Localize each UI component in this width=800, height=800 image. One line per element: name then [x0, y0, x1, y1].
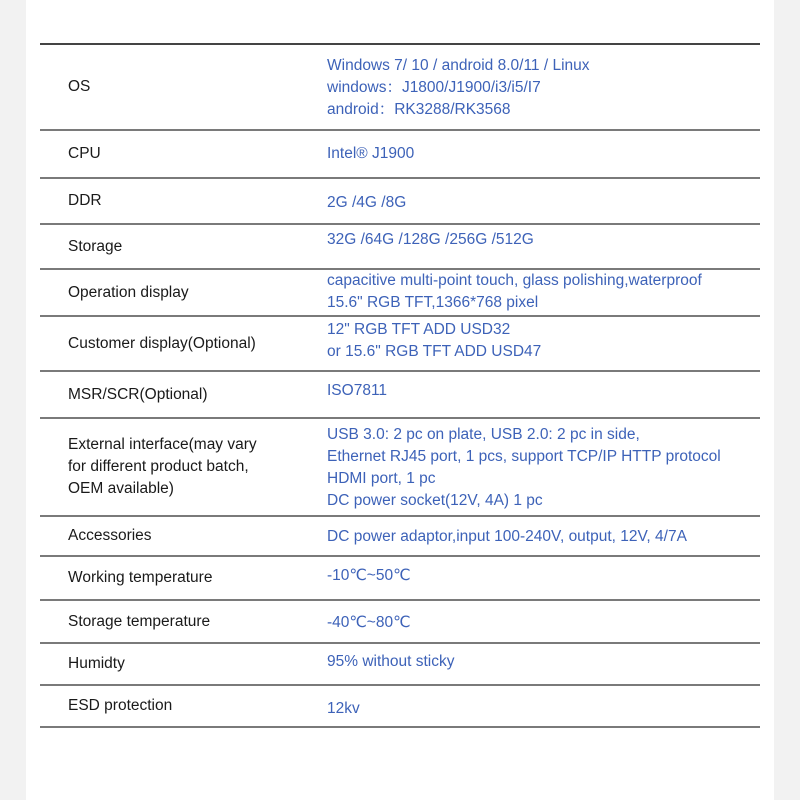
spec-label	[40, 317, 327, 370]
spec-value	[327, 419, 760, 515]
spec-label	[40, 372, 327, 417]
spec-value-line: USB 3.0: 2 pc on plate, USB 2.0: 2 pc in side,	[327, 426, 640, 443]
spec-value-line: HDMI port, 1 pc	[327, 470, 436, 487]
spec-value-line: 32G /64G /128G /256G /512G	[327, 231, 534, 248]
spec-row-ddr	[40, 179, 760, 225]
spec-row-storage-temperature	[40, 601, 760, 644]
spec-label-line: for different product batch,	[68, 458, 249, 475]
spec-label-line: DDR	[68, 192, 102, 209]
spec-value	[327, 601, 760, 642]
spec-label-line: OS	[68, 78, 91, 95]
spec-value-line: or 15.6" RGB TFT ADD USD47	[327, 343, 542, 360]
spec-value-line: Ethernet RJ45 port, 1 pcs, support TCP/IP HTTP protocol	[327, 448, 721, 465]
spec-value	[327, 270, 760, 315]
spec-value-line: 12" RGB TFT ADD USD32	[327, 321, 511, 338]
spec-row-cpu	[40, 131, 760, 179]
spec-label	[40, 45, 327, 129]
spec-value	[327, 131, 760, 177]
spec-label	[40, 557, 327, 599]
spec-value	[327, 686, 760, 726]
spec-value-line: Intel® J1900	[327, 145, 415, 162]
spec-value	[327, 644, 760, 684]
spec-label	[40, 131, 327, 177]
spec-label-line: MSR/SCR(Optional)	[68, 385, 208, 403]
spec-label-line: Operation display	[68, 283, 189, 301]
spec-value	[327, 225, 760, 268]
spec-value-line: -40℃~80℃	[327, 614, 411, 631]
spec-label	[40, 225, 327, 268]
spec-value-line: 95% without sticky	[327, 653, 455, 670]
spec-value-line: DC power adaptor,input 100-240V, output, 12V, 4/7A	[327, 528, 687, 545]
spec-label	[40, 179, 327, 223]
spec-row-os	[40, 45, 760, 131]
spec-value	[327, 517, 760, 555]
spec-value-line: -10℃~50℃	[327, 567, 411, 584]
spec-label	[40, 601, 327, 642]
spec-value-line: capacitive multi-point touch, glass polishing,waterproof	[327, 272, 702, 289]
spec-label-line: Accessories	[68, 527, 152, 544]
spec-value-line: ISO7811	[327, 382, 388, 399]
spec-row-customer-display	[40, 317, 760, 372]
spec-label	[40, 644, 327, 684]
spec-row-humidity	[40, 644, 760, 686]
spec-row-msr-scr	[40, 372, 760, 419]
spec-label-line: Customer display(Optional)	[68, 334, 256, 352]
spec-value-line: Windows 7/ 10 / android 8.0/11 / Linux	[327, 57, 590, 74]
spec-value-line: 12kv	[327, 700, 360, 717]
spec-row-esd-protection	[40, 686, 760, 728]
spec-label-line: Storage temperature	[68, 612, 211, 630]
spec-value	[327, 317, 760, 370]
spec-value	[327, 372, 760, 417]
spec-value	[327, 45, 760, 129]
spec-row-external-interface	[40, 419, 760, 517]
spec-label-line: ESD protection	[68, 697, 173, 714]
spec-value	[327, 179, 760, 223]
spec-row-storage	[40, 225, 760, 270]
spec-label-line: OEM available)	[68, 480, 174, 497]
spec-row-accessories	[40, 517, 760, 557]
spec-label	[40, 686, 327, 726]
spec-value-line: android：RK3288/RK3568	[327, 101, 511, 118]
spec-value-line: 15.6" RGB TFT,1366*768 pixel	[327, 294, 539, 311]
spec-value-line: windows：J1800/J1900/i3/i5/I7	[327, 79, 541, 96]
spec-row-operation-display	[40, 270, 760, 317]
spec-label	[40, 270, 327, 315]
spec-label-line: External interface(may vary	[68, 436, 257, 453]
spec-value-line: DC power socket(12V, 4A) 1 pc	[327, 492, 543, 509]
spec-table	[40, 43, 760, 728]
spec-value-line: 2G /4G /8G	[327, 194, 407, 211]
spec-value	[327, 557, 760, 599]
spec-label-line: CPU	[68, 145, 101, 162]
spec-label-line: Working temperature	[68, 569, 213, 586]
spec-label	[40, 419, 327, 515]
spec-label-line: Storage	[68, 237, 123, 255]
spec-row-working-temperature	[40, 557, 760, 601]
spec-label	[40, 517, 327, 555]
spec-label-line: Humidty	[68, 655, 125, 672]
